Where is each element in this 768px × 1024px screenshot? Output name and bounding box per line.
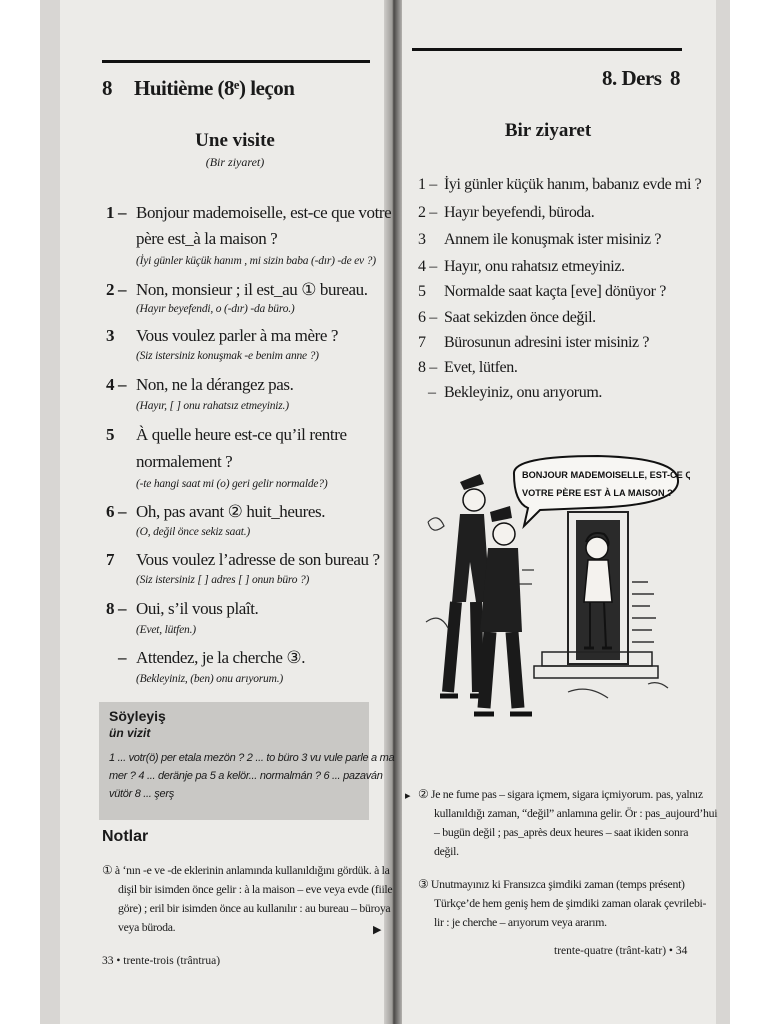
dialogue-subtitle: (Bir ziyaret) xyxy=(205,155,265,169)
line-text: Bekleyiniz, onu arıyorum. xyxy=(444,384,602,401)
page-footer-left: 33 • trente-trois (trântrua) xyxy=(102,955,221,967)
line-text: normalement ? xyxy=(136,452,233,471)
note-line: Türkçe’de hem geniş hem de şimdiki zaman olarak çevrilebi- xyxy=(434,896,707,910)
line-number: – xyxy=(428,384,436,401)
line-number: 7 xyxy=(418,334,426,351)
line-text: Annem ile konuşmak ister misiniz ? xyxy=(444,231,662,248)
line-number: 8 – xyxy=(106,599,127,618)
cartoon-drawing xyxy=(418,452,690,737)
line-number: 4 – xyxy=(106,375,127,394)
note-line: ① à ‘nın -e ve -de eklerinin anlamında kullanıldığını gördük. à la xyxy=(102,863,390,877)
line-number: – xyxy=(118,648,127,667)
pronunciation-line: mer ? 4 ... deränje pa 5 a kelör... normalmán ? 6 ... pazaván xyxy=(109,770,383,782)
line-text: Bürosunun adresini ister misiniz ? xyxy=(444,334,650,351)
note-line: ② Je ne fume pas – sigara içmem, sigara içmiyorum. pas, yalnız xyxy=(418,787,703,801)
line-translation: (Siz istersiniz [ ] adres [ ] onun büro ?) xyxy=(136,574,310,586)
note-line: veya büroda. xyxy=(118,920,176,934)
line-translation: (Evet, lütfen.) xyxy=(136,624,196,636)
lesson-number-right: 8 xyxy=(670,66,680,90)
line-number: 2 – xyxy=(418,204,437,221)
line-number: 3 xyxy=(418,231,426,248)
line-text: Hayır, onu rahatsız etmeyiniz. xyxy=(444,258,625,275)
line-number: 1 – xyxy=(106,203,127,222)
pronunciation-box xyxy=(99,702,395,820)
note-line: kullanıldığı zaman, “değil” anlamına gelir. Ör : pas_aujourd’hui xyxy=(434,806,718,820)
line-text: Evet, lütfen. xyxy=(444,359,518,376)
line-number: 4 – xyxy=(418,258,437,275)
line-translation: (İyi günler küçük hanım , mi sizin baba (-dır) -de ev ?) xyxy=(136,255,376,267)
line-text: Hayır beyefendi, büroda. xyxy=(444,204,595,221)
header-rule-right xyxy=(412,48,682,51)
lesson-number-left: 8 xyxy=(102,76,112,100)
note-line: değil. xyxy=(434,844,459,858)
page-footer-right: trente-quatre (trânt-katr) • 34 xyxy=(554,945,688,957)
line-text: Oh, pas avant ② huit_heures. xyxy=(136,502,326,521)
line-translation: (Siz istersiniz konuşmak -e benim anne ?) xyxy=(136,350,319,362)
dialogue-title-turkish: Bir ziyaret xyxy=(504,120,592,141)
line-text: Non, monsieur ; il est_au ① bureau. xyxy=(136,280,368,299)
line-text: père est_à la maison ? xyxy=(136,229,278,248)
line-number: 1 – xyxy=(418,176,437,193)
speech-bubble-line: VOTRE PÈRE EST À LA MAISON ? xyxy=(522,488,673,498)
line-translation: (Hayır, [ ] onu rahatsız etmeyiniz.) xyxy=(136,400,289,412)
pronunciation-line: vütör 8 ... şerş xyxy=(109,788,174,800)
cartoon-illustration xyxy=(418,452,690,737)
pronunciation-heading: Söyleyiş xyxy=(109,708,166,724)
lesson-header-right: 8. Ders xyxy=(602,66,662,90)
line-text: Normalde saat kaçta [eve] dönüyor ? xyxy=(444,283,666,300)
speech-bubble-line: BONJOUR MADEMOISELLE, EST-CE QUE xyxy=(522,470,690,480)
line-text: İyi günler küçük hanım, babanız evde mi ? xyxy=(444,176,702,193)
header-rule-left xyxy=(102,60,370,63)
line-text: Bonjour mademoiselle, est-ce que votre xyxy=(136,203,392,222)
line-text: Oui, s’il vous plaît. xyxy=(136,599,259,618)
line-number: 7 xyxy=(106,550,115,569)
pronunciation-line: 1 ... votr(ö) per etala mezön ? 2 ... to büro 3 vu vule parle a ma xyxy=(109,752,395,764)
note-line: – bugün değil ; pas_après deux heures – saat ikiden sonra xyxy=(434,825,689,839)
continue-arrow-icon: ▸ xyxy=(405,790,411,802)
line-text: Vous voulez parler à ma mère ? xyxy=(136,326,338,345)
line-translation: (Bekleyiniz, (ben) onu arıyorum.) xyxy=(136,673,284,685)
line-number: 6 – xyxy=(418,309,437,326)
line-text: Attendez, je la cherche ③. xyxy=(136,648,306,667)
line-text: Vous voulez l’adresse de son bureau ? xyxy=(136,550,380,569)
line-number: 3 xyxy=(106,326,115,345)
line-number: 6 – xyxy=(106,502,127,521)
note-line: ③ Unutmayınız ki Fransızca şimdiki zaman (temps présent) xyxy=(418,877,685,891)
continue-arrow-icon: ▶ xyxy=(373,924,382,936)
note-line: göre) ; eril bir isimden önce au kullanılır : au bureau – büroya xyxy=(118,901,391,915)
notes-heading: Notlar xyxy=(102,828,149,845)
line-text: Saat sekizden önce değil. xyxy=(444,309,596,326)
pronunciation-subheading: ün vizit xyxy=(109,726,151,740)
line-text: Non, ne la dérangez pas. xyxy=(136,375,294,394)
note-line: lir : je cherche – arıyorum veya ararım. xyxy=(434,915,607,929)
line-number: 5 xyxy=(418,283,426,300)
lesson-header-left: Huitième (8ᵉ) leçon xyxy=(134,76,295,100)
line-number: 5 xyxy=(106,425,115,444)
line-text: À quelle heure est-ce qu’il rentre xyxy=(136,425,347,444)
note-line: dişil bir isimden önce gelir : à la maison – eve veya evde (fiile xyxy=(118,882,393,896)
line-translation: (-te hangi saat mi (o) geri gelir normalde?) xyxy=(136,478,328,490)
line-number: 2 – xyxy=(106,280,127,299)
line-translation: (O, değil önce sekiz saat.) xyxy=(136,526,251,538)
line-translation: (Hayır beyefendi, o (-dır) -da büro.) xyxy=(136,303,295,315)
line-number: 8 – xyxy=(418,359,437,376)
dialogue-title: Une visite xyxy=(195,130,275,151)
